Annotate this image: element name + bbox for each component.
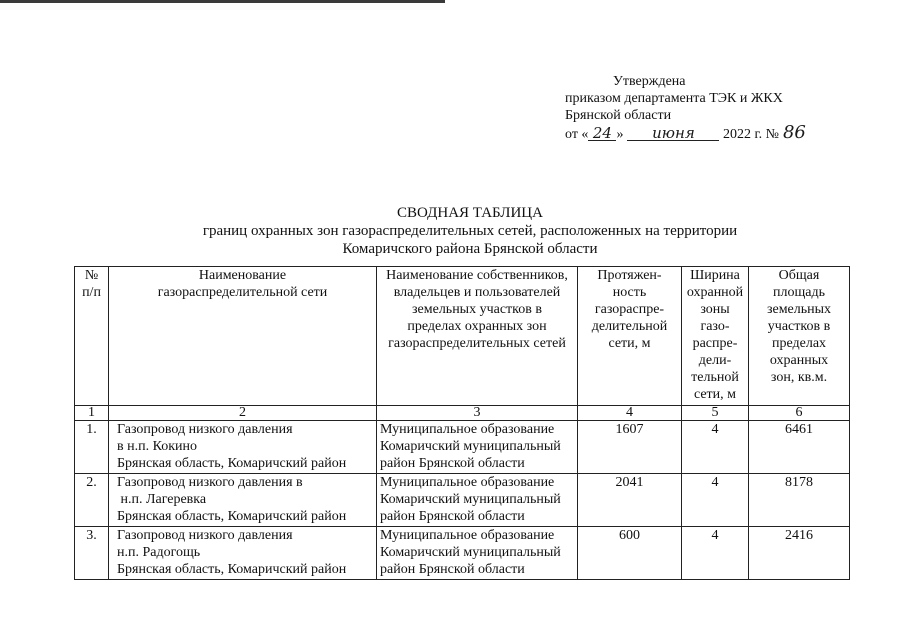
header-cell-number: № п/п — [75, 267, 109, 406]
date-prefix: от « — [565, 127, 589, 142]
table-row — [75, 421, 850, 474]
width-cell: 4 — [682, 421, 749, 474]
row-number: 1. — [75, 421, 109, 474]
date-year: 2022 г. — [722, 127, 763, 142]
handwritten-month: июня — [627, 126, 719, 141]
network-name-cell: Газопровод низкого давления в н.п. Лагеревка Брянская область, Комаричский район — [109, 474, 377, 527]
row-number: 3. — [75, 527, 109, 580]
width-cell: 4 — [682, 527, 749, 580]
approval-line: приказом департамента ТЭК и ЖКХ — [565, 91, 783, 106]
date-close: » — [616, 127, 624, 142]
header-cell-zone-width: Ширина охранной зоны газо- распре- дели- тельной сети, м — [682, 267, 749, 406]
row-number: 2. — [75, 474, 109, 527]
network-name-cell: Газопровод низкого давления в н.п. Кокино Брянская область, Комаричский район — [109, 421, 377, 474]
column-index: 3 — [377, 406, 578, 421]
number-label: № — [765, 127, 779, 142]
area-cell: 8178 — [749, 474, 850, 527]
document-subtitle: границ охранных зон газораспределительных сетей, расположенных на территории — [202, 223, 738, 239]
network-name-cell: Газопровод низкого давления н.п. Радогощь Брянская область, Комаричский район — [109, 527, 377, 580]
owner-cell: Муниципальное образование Комаричский муниципальный район Брянской области — [377, 527, 578, 580]
approval-date-line — [565, 124, 806, 143]
scan-edge-line — [0, 0, 445, 3]
column-index: 2 — [109, 406, 377, 421]
length-cell: 600 — [578, 527, 682, 580]
table-row — [75, 474, 850, 527]
length-cell: 2041 — [578, 474, 682, 527]
approval-line: Утверждена — [613, 74, 686, 89]
document-subtitle: Комаричского района Брянской области — [342, 241, 598, 257]
header-row — [75, 267, 850, 406]
header-cell-network-name: Наименование газораспределительной сети — [109, 267, 377, 406]
summary-table — [74, 266, 850, 580]
column-index: 4 — [578, 406, 682, 421]
column-index-row — [75, 406, 850, 421]
header-cell-length: Протяжен- ность газораспре- делительной сети, м — [578, 267, 682, 406]
owner-cell: Муниципальное образование Комаричский муниципальный район Брянской области — [377, 421, 578, 474]
approval-line: Брянской области — [565, 108, 672, 123]
length-cell: 1607 — [578, 421, 682, 474]
table-row — [75, 527, 850, 580]
area-cell: 6461 — [749, 421, 850, 474]
column-index: 5 — [682, 406, 749, 421]
owner-cell: Муниципальное образование Комаричский муниципальный район Брянской области — [377, 474, 578, 527]
width-cell: 4 — [682, 474, 749, 527]
header-cell-owners: Наименование собственников, владельцев и пользователей земельных участков в пределах охранных зон газораспределительных сетей — [377, 267, 578, 406]
handwritten-number: 86 — [782, 122, 806, 143]
handwritten-day: 24 — [588, 126, 616, 141]
column-index: 6 — [749, 406, 850, 421]
header-cell-total-area: Общая площадь земельных участков в пределах охранных зон, кв.м. — [749, 267, 850, 406]
column-index: 1 — [75, 406, 109, 421]
area-cell: 2416 — [749, 527, 850, 580]
approval-block — [565, 73, 806, 143]
document-title: СВОДНАЯ ТАБЛИЦА — [397, 205, 543, 221]
